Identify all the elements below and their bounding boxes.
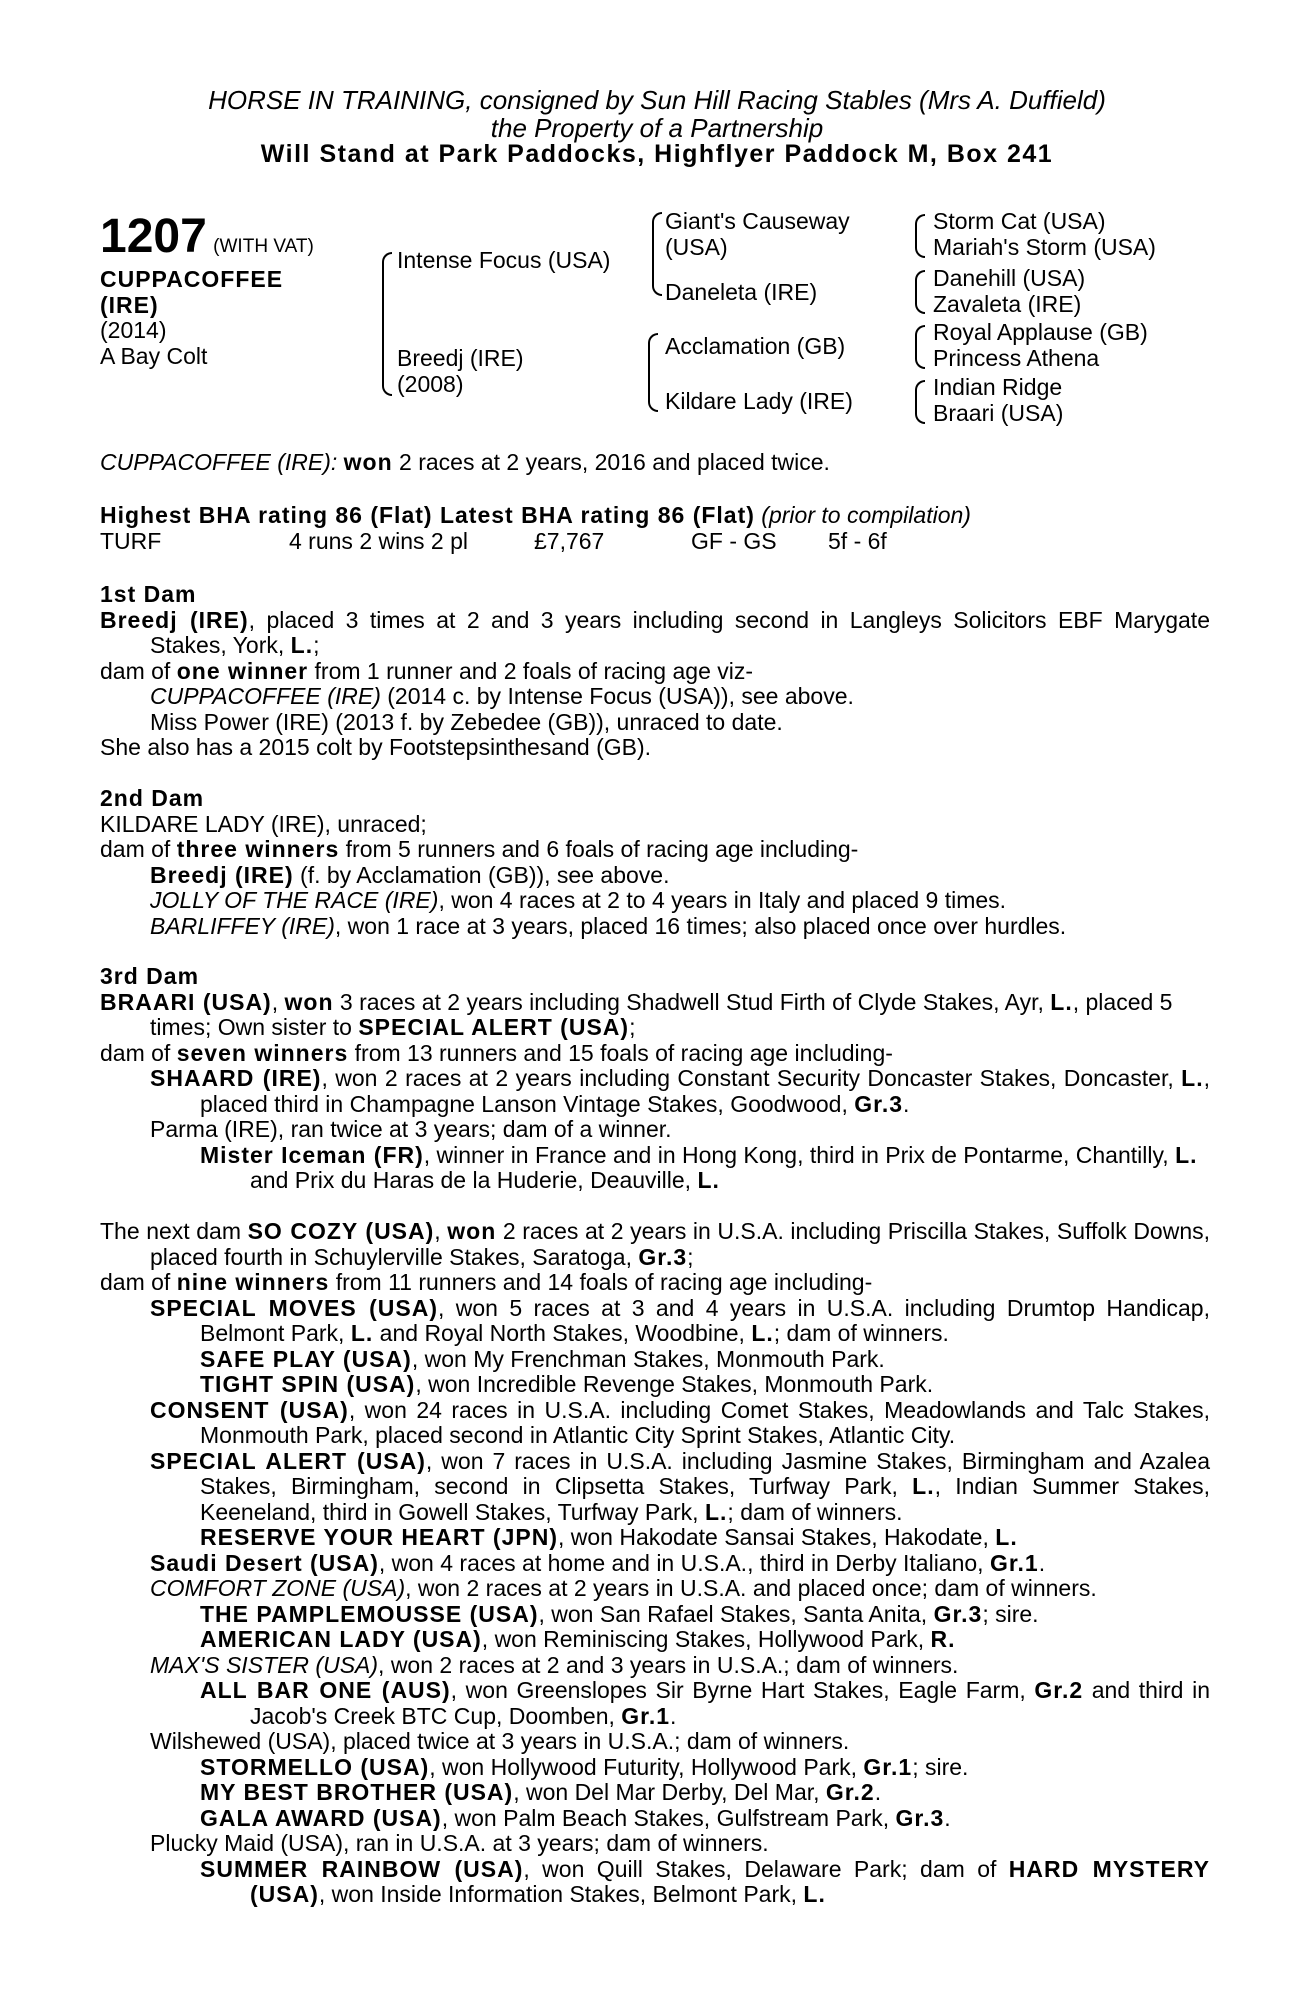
sire-dam-brace (382, 252, 392, 396)
produce-entry: MAX'S SISTER (USA), won 2 races at 2 and 3 years in U.S.A.; dam of winners. (150, 1651, 959, 1678)
ggp-4: Zavaleta (IRE) (933, 291, 1082, 317)
lot-number: 1207 (100, 210, 207, 263)
produce-entry: TIGHT SPIN (USA), won Incredible Revenge Stakes, Monmouth Park. (200, 1371, 934, 1397)
ggp-1: Storm Cat (USA) (933, 208, 1106, 234)
produce-entry: SPECIAL ALERT (USA), won 7 races in U.S.A. including Jasmine Stakes, Birmingham and Azalea Stakes, Birmingham, second in Clipsetta Stakes, Turfway Park, L., Indian Summer Stakes, Keeneland, third in Gowell Stakes, Turfway Park, L.; dam of winners. (150, 1447, 1210, 1525)
dam-line-brace (648, 333, 658, 412)
brace-3d (915, 380, 925, 424)
produce-entry: STORMELLO (USA), won Hollywood Futurity, Hollywood Park, Gr.1; sire. (200, 1753, 969, 1780)
produce-entry: SAFE PLAY (USA), won My Frenchman Stakes, Monmouth Park. (200, 1345, 885, 1372)
produce-entry: AMERICAN LADY (USA), won Reminiscing Stakes, Hollywood Park, R. (200, 1626, 956, 1652)
produce-entry: Wilshewed (USA), placed twice at 3 years in U.S.A.; dam of winners. (150, 1728, 850, 1754)
ggp-5: Royal Applause (GB) (933, 319, 1148, 345)
first-dam-section: 1st Dam Breedj (IRE), placed 3 times at 2 and 3 years including second in Langleys Solicitors EBF Marygate Stakes, York, L.; dam of one winner from 1 runner and 2 foals of racing age viz- CUPPACOFFEE (IRE) (2014 c. by Intense Focus (USA)), see above. Miss Power (IRE) (2013 f. by Zebedee (GB)), unraced to date. She also has a 2015 colt by Footstepsinthesand (GB). (100, 581, 1210, 760)
stand-location-line: Will Stand at Park Paddocks, Highflyer Paddock M, Box 241 (260, 140, 1054, 168)
produce-entry: CONSENT (USA), won 24 races in U.S.A. including Comet Stakes, Meadowlands and Talc Stakes, Monmouth Park, placed second in Atlantic City Sprint Stakes, Atlantic City. (150, 1396, 1210, 1448)
horse-name-line1: CUPPACOFFEE (100, 266, 284, 292)
produce-entry: THE PAMPLEMOUSSE (USA), won San Rafael Stakes, Santa Anita, Gr.3; sire. (200, 1600, 1039, 1627)
foaling-year: (2014) (100, 317, 167, 343)
ggp-8: Braari (USA) (933, 400, 1064, 426)
produce-entry: SPECIAL MOVES (USA), won 5 races at 3 and 4 years in U.S.A. including Drumtop Handicap, Belmont Park, L. and Royal North Stakes, Woodbine, L.; dam of winners. (150, 1294, 1210, 1346)
produce-entry: RESERVE YOUR HEART (JPN), won Hakodate Sansai Stakes, Hakodate, L. (200, 1524, 1018, 1550)
first-dam-title: 1st Dam (100, 581, 197, 607)
produce-entry: GALA AWARD (USA), won Palm Beach Stakes, Gulfstream Park, Gr.3. (200, 1804, 951, 1831)
second-dam-section: 2nd Dam KILDARE LADY (IRE), unraced; dam of three winners from 5 runners and 6 foals of racing age including- Breedj (IRE) (f. by Acclamation (GB)), see above. JOLLY OF THE RACE (IRE), won 4 races at 2 to 4 years in Italy and placed 9 times. BARLIFFEY (IRE), won 1 race at 3 years, placed 16 times; also placed once over hurdles. (100, 786, 1210, 939)
brace-3b (915, 270, 925, 314)
produce-entry: SUMMER RAINBOW (USA), won Quill Stakes, Delaware Park; dam of HARD MYSTERY (USA), won Inside Information Stakes, Belmont Park, L. (200, 1855, 1210, 1907)
ggp-2: Mariah's Storm (USA) (933, 234, 1156, 260)
ggp-3: Danehill (USA) (933, 265, 1086, 291)
produce-entry: MY BEST BROTHER (USA), won Del Mar Derby, Del Mar, Gr.2. (200, 1779, 882, 1805)
third-dam-section: 3rd Dam BRAARI (USA), won 3 races at 2 years including Shadwell Stud Firth of Clyde Stakes, Ayr, L., placed 5 times; Own sister to SPECIAL ALERT (USA); dam of seven winners from 13 runners and 15 foals of racing age including- SHAARD (IRE), won 2 races at 2 years including Constant Security Doncaster Stakes, Doncaster, L., placed third in Champagne Lanson Vintage Stakes, Goodwood, Gr.3. Parma (IRE), ran twice at 3 years; dam of a winner. Mister Iceman (FR), winner in France and in Hong Kong, third in Prix de Pontarme, Chantilly, L. and Prix du Haras de la Huderie, Deauville, L. (100, 963, 1210, 1193)
horse-description: A Bay Colt (100, 342, 208, 369)
property-line: the Property of a Partnership (490, 113, 824, 143)
sire-dam: Daneleta (IRE) (665, 279, 818, 305)
ggp-6: Princess Athena (933, 345, 1100, 371)
second-dam-title: 2nd Dam (100, 785, 205, 811)
race-summary: CUPPACOFFEE (IRE): won 2 races at 2 years, 2016 and placed twice. (100, 449, 830, 475)
brace-3c (915, 325, 925, 369)
catalogue-header (0, 86, 1314, 168)
rating-line: Highest BHA rating 86 (Flat) Latest BHA rating 86 (Flat) (prior to compilation) (100, 502, 971, 528)
third-dam-title: 3rd Dam (100, 963, 200, 989)
produce-entry: Saudi Desert (USA), won 4 races at home and in U.S.A., third in Derby Italiano, Gr.1. (150, 1549, 1046, 1576)
next-dam-section: The next dam SO COZY (USA), won 2 races at 2 years in U.S.A. including Priscilla Stakes, Suffolk Downs, placed fourth in Schuylerville Stakes, Saratoga, Gr.3; dam of nine winners from 11 runners and 14 foals of racing age including- SPECIAL MOVES (USA), won 5 races at 3 and 4 years in U.S.A. including Drumtop Handicap, Belmont Park, L. and Royal North Stakes, Woodbine, L.; dam of winners. SAFE PLAY (USA), won My Frenchman Stakes, Monmouth Park. TIGHT SPIN (USA), won Incredible Revenge Stakes, Monmouth Park. CONSENT (USA), won 24 races in U.S.A. including Comet Stakes, Meadowlands and Talc Stakes, Monmouth Park, placed second in Atlantic City Sprint Stakes, Atlantic City. SPECIAL ALERT (USA), won 7 races in U.S.A. including Jasmine Stakes, Birmingham and Azalea Stakes, Birmingham, second in Clipsetta Stakes, Turfway Park, L., Indian Summer Stakes, Keeneland, third in Gowell Stakes, Turfway Park, L.; dam of winners. RESERVE YOUR HEART (JPN), won Hakodate Sansai Stakes, Hakodate, L. Saudi Desert (USA), won 4 races at home and in U.S.A., third in Derby Italiano, Gr.1. COMFORT ZONE (USA), won 2 races at 2 years in U.S.A. and placed once; dam of winners. THE PAMPLEMOUSSE (USA), won San Rafael Stakes, Santa Anita, Gr.3; sire. AMERICAN LADY (USA), won Reminiscing Stakes, Hollywood Park, R. MAX'S SISTER (USA), won 2 races at 2 and 3 years in U.S.A.; dam of winners. ALL BAR ONE (AUS), won Greenslopes Sir Byrne Hart Stakes, Eagle Farm, Gr.2 and third in Jacob's Creek BTC Cup, Doomben, Gr.1. Wilshewed (USA), placed twice at 3 years in U.S.A.; dam of winners. STORMELLO (USA), won Hollywood Futurity, Hollywood Park, Gr.1; sire. MY BEST BROTHER (USA), won Del Mar Derby, Del Mar, Gr.2. GALA AWARD (USA), won Palm Beach Stakes, Gulfstream Park, Gr.3. Plucky Maid (USA), ran in U.S.A. at 3 years; dam of winners. SUMMER RAINBOW (USA), won Quill Stakes, Delaware Park; dam of HARD MYSTERY (USA), won Inside Information Stakes, Belmont Park, L. (100, 1218, 1211, 1907)
dam-dam: Kildare Lady (IRE) (665, 388, 853, 414)
sire-line-brace (652, 212, 662, 296)
dam-line1: Breedj (IRE) (397, 345, 524, 371)
dam-sire: Acclamation (GB) (665, 333, 846, 359)
turf-record: TURF 4 runs 2 wins 2 pl £7,767 GF - GS 5f - 6f (100, 528, 887, 554)
lot-block (100, 210, 314, 369)
sire-sire-line1: Giant's Causeway (665, 208, 850, 234)
brace-3a (915, 214, 925, 258)
produce-entry: COMFORT ZONE (USA), won 2 races at 2 years in U.S.A. and placed once; dam of winners. (150, 1575, 1097, 1601)
produce-entry: Plucky Maid (USA), ran in U.S.A. at 3 years; dam of winners. (150, 1830, 769, 1856)
sire-sire-line2: (USA) (665, 234, 728, 260)
consignor-line: HORSE IN TRAINING, consigned by Sun Hill Racing Stables (Mrs A. Duffield) (208, 85, 1106, 115)
produce-entry: ALL BAR ONE (AUS), won Greenslopes Sir Byrne Hart Stakes, Eagle Farm, Gr.2 and third in Jacob's Creek BTC Cup, Doomben, Gr.1. (200, 1677, 1210, 1729)
ggp-7: Indian Ridge (933, 374, 1063, 400)
sire: Intense Focus (USA) (397, 247, 611, 273)
dam-line2: (2008) (397, 371, 464, 397)
horse-name-line2: (IRE) (100, 291, 159, 318)
vat-note: (WITH VAT) (213, 236, 314, 257)
